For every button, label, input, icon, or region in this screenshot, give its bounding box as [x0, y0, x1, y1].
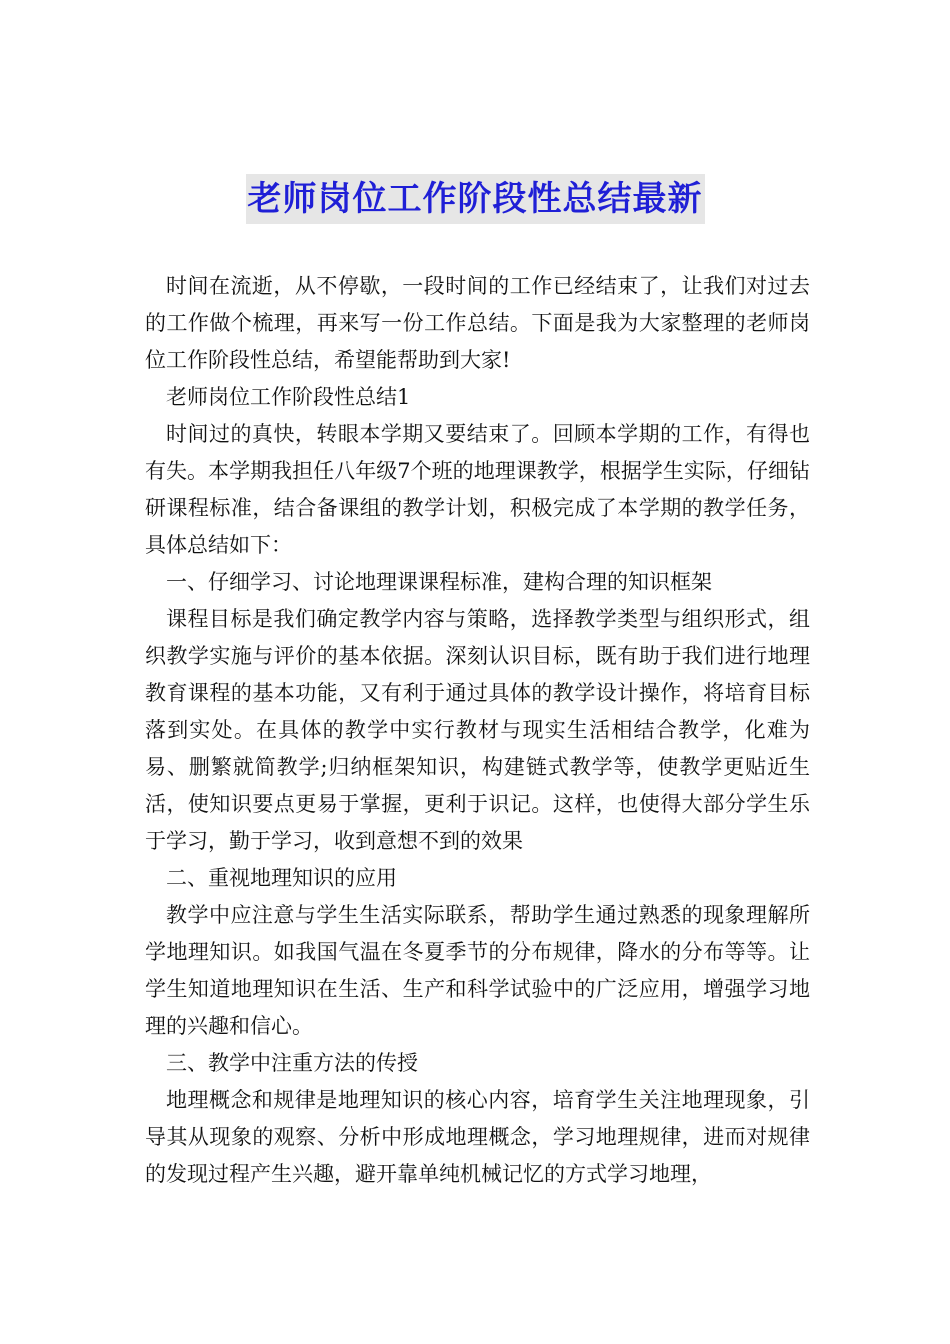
document-title: 老师岗位工作阶段性总结最新 — [246, 174, 705, 224]
document-body — [145, 268, 810, 1193]
subheading-1: 一、仔细学习、讨论地理课课程标准，建构合理的知识框架 — [166, 570, 712, 594]
subheading-2: 二、重视地理知识的应用 — [166, 866, 397, 890]
intro-paragraph: 时间在流逝，从不停歇，一段时间的工作已经结束了，让我们对过去的工作做个梳理，再来写一份工作总结。下面是我为大家整理的老师岗位工作阶段性总结，希望能帮助到大家! — [145, 274, 810, 372]
body-paragraph: 教学中应注意与学生生活实际联系，帮助学生通过熟悉的现象理解所学地理知识。如我国气温在冬夏季节的分布规律，降水的分布等等。让学生知道地理知识在生活、生产和科学试验中的广泛应用，增强学习地理的兴趣和信心。 — [145, 903, 810, 1038]
section-heading: 老师岗位工作阶段性总结1 — [166, 385, 411, 409]
title-container — [0, 174, 950, 224]
subheading-3: 三、教学中注重方法的传授 — [166, 1051, 418, 1075]
body-paragraph: 课程目标是我们确定教学内容与策略，选择教学类型与组织形式，组织教学实施与评价的基本依据。深刻认识目标，既有助于我们进行地理教育课程的基本功能，又有利于通过具体的教学设计操作，将培育目标落到实处。在具体的教学中实行教材与现实生活相结合教学，化难为易、删繁就简教学;归纳框架知识，构建链式教学等，使教学更贴近生活，使知识要点更易于掌握，更利于识记。这样，也使得大部分学生乐于学习，勤于学习，收到意想不到的效果 — [145, 607, 810, 853]
body-paragraph: 时间过的真快，转眼本学期又要结束了。回顾本学期的工作，有得也有失。本学期我担任八年级7个班的地理课教学，根据学生实际，仔细钻研课程标准，结合备课组的教学计划，积极完成了本学期的教学任务，具体总结如下： — [145, 422, 810, 557]
body-paragraph: 地理概念和规律是地理知识的核心内容，培育学生关注地理现象，引导其从现象的观察、分析中形成地理概念，学习地理规律，进而对规律的发现过程产生兴趣，避开靠单纯机械记忆的方式学习地理， — [145, 1088, 810, 1186]
